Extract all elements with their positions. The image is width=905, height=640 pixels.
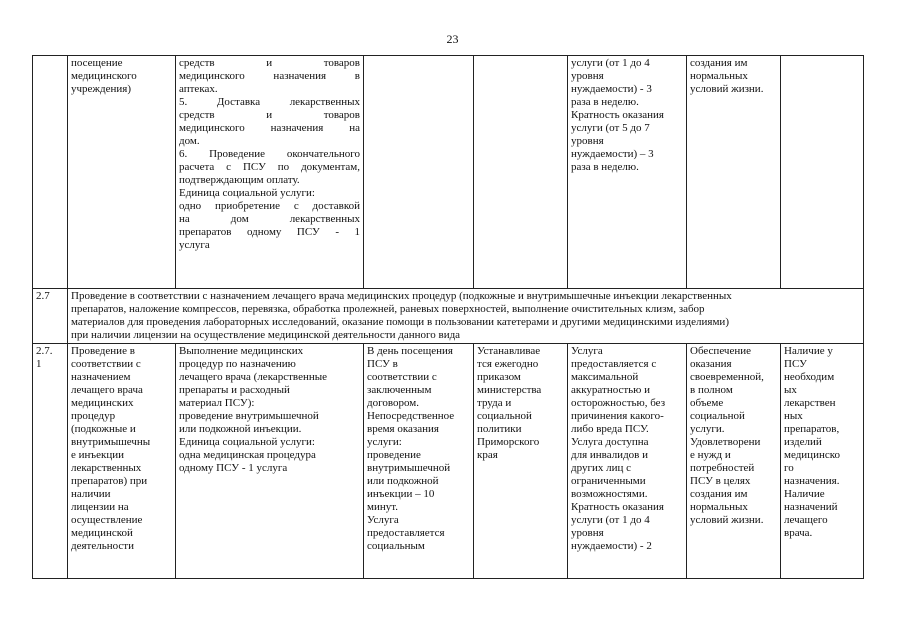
table-row	[33, 56, 864, 289]
text-line: нормальных	[690, 70, 748, 82]
text-line: максимальной	[571, 371, 639, 383]
text-line: лечащего	[784, 514, 828, 526]
text-line: уровня	[571, 70, 604, 82]
text-line: медицинского назначения в	[179, 70, 360, 82]
text-line: лицензии на	[71, 501, 129, 513]
text-line: нормальных	[690, 501, 748, 513]
text-line: подтверждающим оплату.	[179, 174, 300, 186]
text-line: нуждаемости) - 3	[571, 83, 652, 95]
text-line: соответствии с	[367, 371, 437, 383]
text-line: объеме	[690, 397, 724, 409]
text-line: политики	[477, 423, 522, 435]
text-line: лекарствен	[784, 397, 836, 409]
text-line: лекарственных	[71, 462, 142, 474]
text-line: назначений	[784, 501, 838, 513]
text-line: деятельности	[71, 540, 134, 552]
text-line: материалов для проведения лабораторных исследований, оказание помощи в пользовании катетерами и другими медицинскими изделиями)	[71, 316, 729, 328]
text-line: ПСУ в	[367, 358, 398, 370]
text-line: проведение	[367, 449, 421, 461]
section-number: 2.7	[33, 289, 68, 344]
text-line: ПСУ в целях	[690, 475, 751, 487]
text-line: процедур	[71, 410, 116, 422]
text-line: проведение внутримышечной	[179, 410, 319, 422]
text-line: дом.	[179, 135, 200, 147]
cell-conditions	[568, 56, 687, 289]
text-line: ПСУ	[784, 358, 807, 370]
text-line: инъекции – 10	[367, 488, 435, 500]
text-line: Кратность оказания	[571, 501, 664, 513]
text-line: приказом	[477, 371, 521, 383]
text-line: препаратов,	[784, 423, 840, 435]
text-line: Проведение в соответствии с назначением лечащего врача медицинских процедур (подкожные и внутримышечные инъекции лекарственных	[71, 290, 732, 302]
text-line: Услуга	[571, 345, 603, 357]
text-line: назначением	[71, 371, 131, 383]
text-line: ых	[784, 384, 797, 396]
text-line: Единица социальной услуги:	[179, 187, 315, 199]
text-line: социальным	[367, 540, 425, 552]
text-line: Кратность оказания	[571, 109, 664, 121]
text-line: Выполнение медицинских	[179, 345, 304, 357]
text-line: соответствии с	[71, 358, 141, 370]
text-line: создания им	[690, 57, 748, 69]
cell-service-content	[176, 56, 364, 289]
text-line: препаратов, наложение компрессов, перевязка, обработка пролежней, раневых поверхностей, выполнение очистительных клизм, забор	[71, 303, 705, 315]
text-line: Единица социальной услуги:	[179, 436, 315, 448]
text-line: при наличии лицензии на осуществление медицинской деятельности данного вида	[71, 329, 461, 341]
text-line: или подкожной инъекции.	[179, 423, 302, 435]
cell-service-name	[68, 344, 176, 579]
text-line: препаратов одному ПСУ - 1	[179, 226, 360, 238]
cell-evaluation	[781, 56, 864, 289]
text-line: 1	[36, 358, 42, 370]
text-line: изделий	[784, 436, 822, 448]
text-line: Наличие	[784, 488, 825, 500]
text-line: Удовлетворени	[690, 436, 761, 448]
text-line: условий жизни.	[690, 514, 764, 526]
text-line: нуждаемости) - 2	[571, 540, 652, 552]
text-line: одно приобретение с доставкой	[179, 200, 360, 212]
text-line: врача.	[784, 527, 813, 539]
text-line: одна медицинская процедура	[179, 449, 316, 461]
cell-number	[33, 56, 68, 289]
text-line: аптеках.	[179, 83, 218, 95]
text-line: потребностей	[690, 462, 755, 474]
text-line: Непосредственное	[367, 410, 455, 422]
text-line: 5. Доставка лекарственных	[179, 96, 360, 108]
text-line: или подкожной	[367, 475, 439, 487]
text-line: посещение	[71, 57, 123, 69]
text-line: наличии	[71, 488, 111, 500]
text-line: Проведение в	[71, 345, 135, 357]
text-line: процедур по назначению	[179, 358, 296, 370]
text-line: уровня	[571, 135, 604, 147]
text-line: ных	[784, 410, 803, 422]
section-title	[68, 289, 864, 344]
cell-conditions	[568, 344, 687, 579]
text-line: 2.7.	[36, 345, 53, 357]
text-line: ограниченными	[571, 475, 646, 487]
text-line: раза в неделю.	[571, 96, 639, 108]
page-number: 23	[446, 32, 459, 46]
table-row	[33, 344, 864, 579]
text-line: либо вреда ПСУ.	[571, 423, 649, 435]
text-line: своевременной,	[690, 371, 764, 383]
text-line: услуги:	[367, 436, 402, 448]
text-line: медицинских	[71, 397, 134, 409]
text-line: предоставляется	[367, 527, 445, 539]
text-line: Устанавливае	[477, 345, 541, 357]
text-line: Услуга	[367, 514, 399, 526]
text-line: услуга	[179, 239, 210, 251]
cell-service-content	[176, 344, 364, 579]
text-line: препаратов) при	[71, 475, 148, 487]
text-line: внутримышечны	[71, 436, 151, 448]
cell-service-name	[68, 56, 176, 289]
cell-evaluation	[781, 344, 864, 579]
text-line: уровня	[571, 527, 604, 539]
text-line: го	[784, 462, 794, 474]
text-line: Обеспечение	[690, 345, 751, 357]
cell-timing	[364, 344, 474, 579]
text-line: медицинской	[71, 527, 133, 539]
text-line: препараты и расходный	[179, 384, 290, 396]
text-line: возможностями.	[571, 488, 648, 500]
text-line: раза в неделю.	[571, 161, 639, 173]
section-row	[33, 289, 864, 344]
text-line: время оказания	[367, 423, 439, 435]
text-line: лечащего врача	[71, 384, 143, 396]
text-line: учреждения)	[71, 83, 131, 95]
text-line: министерства	[477, 384, 542, 396]
text-line: лечащего врача (лекарственные	[179, 371, 327, 383]
text-line: одному ПСУ - 1 услуга	[179, 462, 288, 474]
text-line: расчета с ПСУ по документам,	[179, 161, 360, 173]
text-line: аккуратностью и	[571, 384, 651, 396]
text-line: Наличие у	[784, 345, 833, 357]
text-line: услуги (от 1 до 4	[571, 514, 650, 526]
text-line: 6. Проведение окончательного	[179, 148, 360, 160]
text-line: в полном	[690, 384, 733, 396]
services-table	[32, 55, 864, 579]
text-line: услуги.	[690, 423, 725, 435]
text-line: социальной	[477, 410, 532, 422]
cell-tariff	[474, 344, 568, 579]
text-line: тся ежегодно	[477, 358, 539, 370]
text-line: медицинского назначения на	[179, 122, 360, 134]
text-line: внутримышечной	[367, 462, 451, 474]
text-line: Приморского	[477, 436, 540, 448]
cell-tariff	[474, 56, 568, 289]
cell-quality	[687, 56, 781, 289]
text-line: осторожностью, без	[571, 397, 666, 409]
text-line: медицинского	[71, 70, 137, 82]
text-line: заключенным	[367, 384, 432, 396]
text-line: социальной	[690, 410, 745, 422]
text-line: е инъекции	[71, 449, 124, 461]
text-line: условий жизни.	[690, 83, 764, 95]
text-line: услуги (от 5 до 7	[571, 122, 650, 134]
text-line: предоставляется с	[571, 358, 657, 370]
text-line: других лиц с	[571, 462, 631, 474]
cell-number	[33, 344, 68, 579]
text-line: на дом лекарственных	[179, 213, 360, 225]
text-line: труда и	[477, 397, 512, 409]
text-line: е нужд и	[690, 449, 731, 461]
text-line: осуществление	[71, 514, 143, 526]
text-line: услуги (от 1 до 4	[571, 57, 650, 69]
text-line: создания им	[690, 488, 748, 500]
text-line: (подкожные и	[71, 423, 136, 435]
text-line: края	[477, 449, 498, 461]
text-line: для инвалидов и	[571, 449, 648, 461]
text-line: средств и товаров	[179, 57, 360, 69]
text-line: Услуга доступна	[571, 436, 649, 448]
cell-timing	[364, 56, 474, 289]
text-line: материал ПСУ):	[179, 397, 255, 409]
text-line: оказания	[690, 358, 732, 370]
text-line: причинения какого-	[571, 410, 664, 422]
text-line: минут.	[367, 501, 398, 513]
text-line: медицинско	[784, 449, 841, 461]
text-line: необходим	[784, 371, 835, 383]
text-line: средств и товаров	[179, 109, 360, 121]
text-line: назначения.	[784, 475, 840, 487]
text-line: договором.	[367, 397, 419, 409]
cell-quality	[687, 344, 781, 579]
text-line: В день посещения	[367, 345, 453, 357]
text-line: нуждаемости) – 3	[571, 148, 654, 160]
